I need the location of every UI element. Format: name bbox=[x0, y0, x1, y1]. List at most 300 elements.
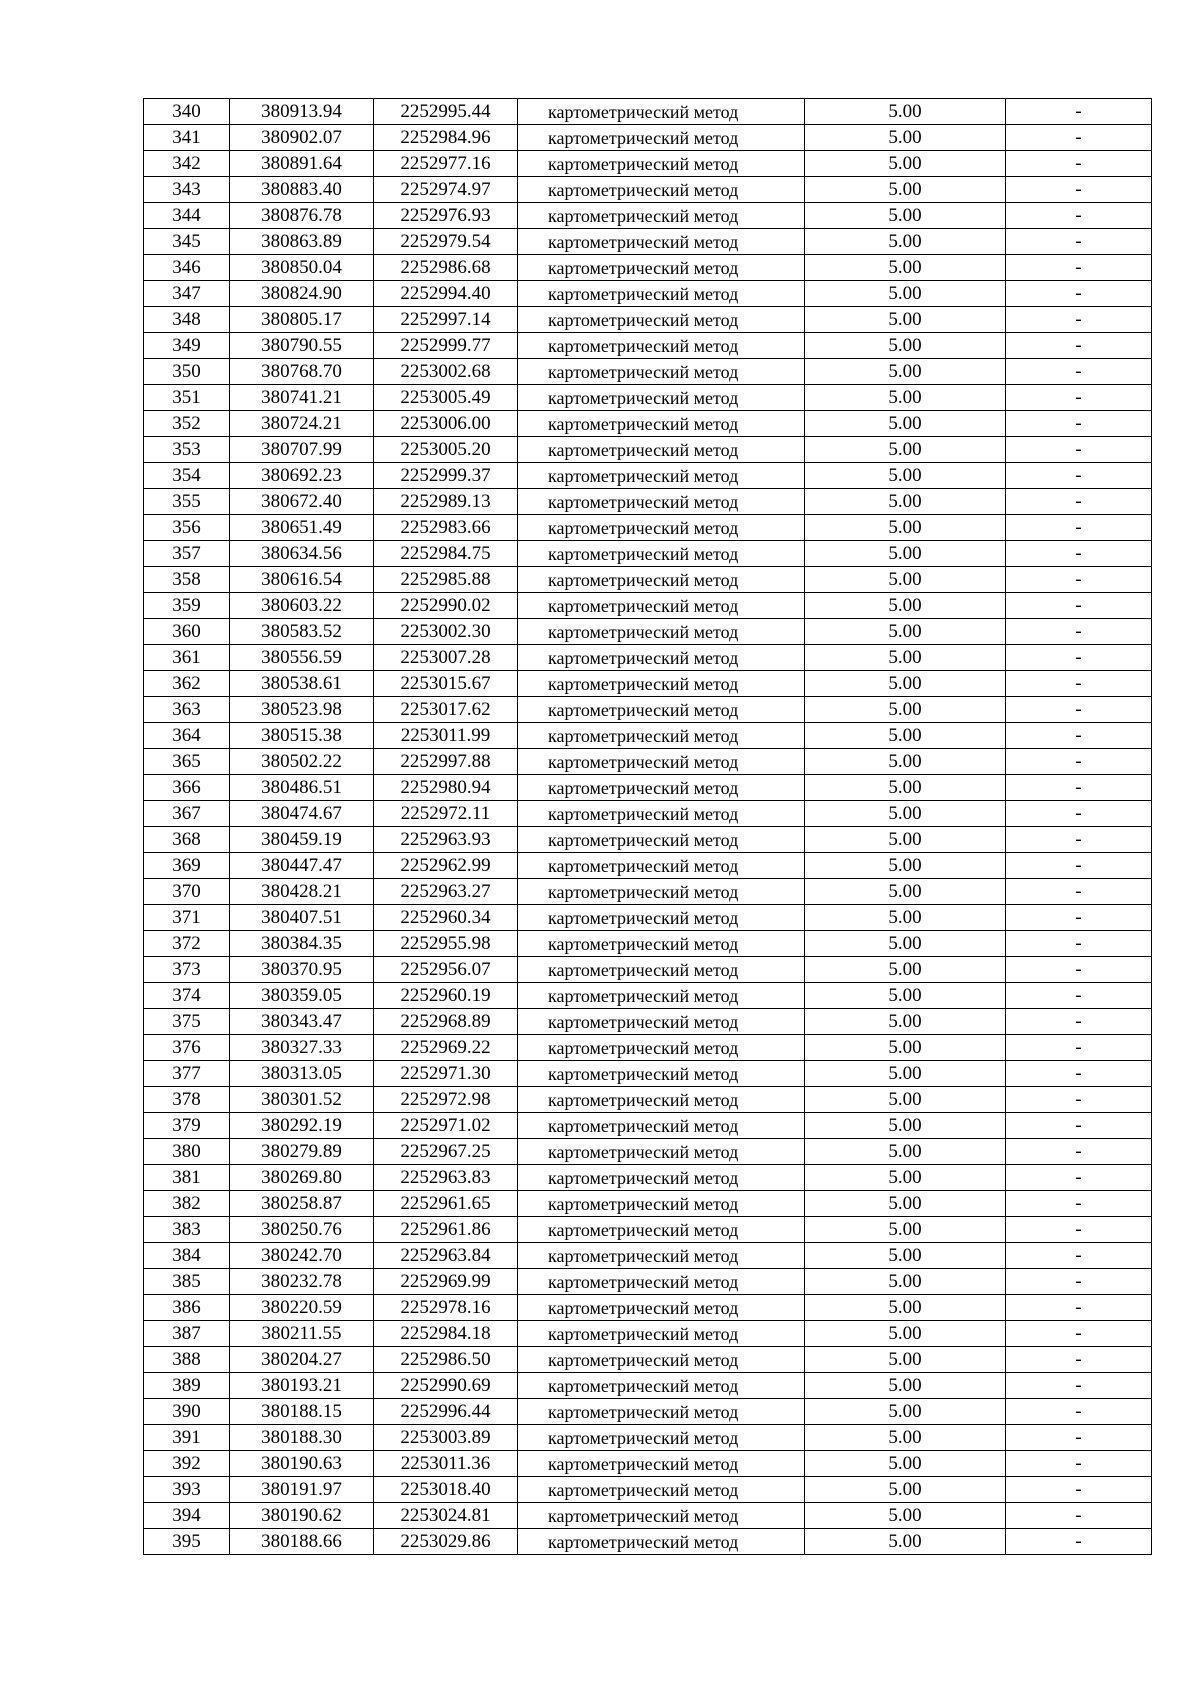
table-row bbox=[144, 983, 1152, 1009]
x-coordinate-cell: 380724.21 bbox=[230, 411, 374, 437]
point-number-cell: 342 bbox=[144, 151, 230, 177]
method-cell: картометрический метод bbox=[518, 905, 805, 931]
accuracy-cell: 5.00 bbox=[805, 255, 1006, 281]
table-row bbox=[144, 1503, 1152, 1529]
table-row bbox=[144, 489, 1152, 515]
note-cell: - bbox=[1006, 749, 1152, 775]
x-coordinate-cell: 380603.22 bbox=[230, 593, 374, 619]
accuracy-cell: 5.00 bbox=[805, 203, 1006, 229]
table-row bbox=[144, 333, 1152, 359]
accuracy-cell: 5.00 bbox=[805, 1087, 1006, 1113]
note-cell: - bbox=[1006, 1009, 1152, 1035]
note-cell: - bbox=[1006, 827, 1152, 853]
y-coordinate-cell: 2252986.68 bbox=[374, 255, 518, 281]
method-cell: картометрический метод bbox=[518, 1217, 805, 1243]
x-coordinate-cell: 380384.35 bbox=[230, 931, 374, 957]
note-cell: - bbox=[1006, 1269, 1152, 1295]
method-cell: картометрический метод bbox=[518, 307, 805, 333]
y-coordinate-cell: 2252997.14 bbox=[374, 307, 518, 333]
x-coordinate-cell: 380188.30 bbox=[230, 1425, 374, 1451]
method-cell: картометрический метод bbox=[518, 411, 805, 437]
point-number-cell: 359 bbox=[144, 593, 230, 619]
method-cell: картометрический метод bbox=[518, 1165, 805, 1191]
point-number-cell: 391 bbox=[144, 1425, 230, 1451]
method-cell: картометрический метод bbox=[518, 827, 805, 853]
method-cell: картометрический метод bbox=[518, 567, 805, 593]
y-coordinate-cell: 2252984.18 bbox=[374, 1321, 518, 1347]
y-coordinate-cell: 2252997.88 bbox=[374, 749, 518, 775]
method-cell: картометрический метод bbox=[518, 749, 805, 775]
table-row bbox=[144, 1035, 1152, 1061]
note-cell: - bbox=[1006, 1061, 1152, 1087]
note-cell: - bbox=[1006, 1139, 1152, 1165]
accuracy-cell: 5.00 bbox=[805, 151, 1006, 177]
method-cell: картометрический метод bbox=[518, 203, 805, 229]
accuracy-cell: 5.00 bbox=[805, 853, 1006, 879]
point-number-cell: 344 bbox=[144, 203, 230, 229]
point-number-cell: 357 bbox=[144, 541, 230, 567]
y-coordinate-cell: 2252969.99 bbox=[374, 1269, 518, 1295]
table-row bbox=[144, 307, 1152, 333]
accuracy-cell: 5.00 bbox=[805, 385, 1006, 411]
y-coordinate-cell: 2252999.77 bbox=[374, 333, 518, 359]
accuracy-cell: 5.00 bbox=[805, 1399, 1006, 1425]
method-cell: картометрический метод bbox=[518, 99, 805, 125]
y-coordinate-cell: 2252990.69 bbox=[374, 1373, 518, 1399]
y-coordinate-cell: 2253006.00 bbox=[374, 411, 518, 437]
accuracy-cell: 5.00 bbox=[805, 1451, 1006, 1477]
x-coordinate-cell: 380188.15 bbox=[230, 1399, 374, 1425]
method-cell: картометрический метод bbox=[518, 515, 805, 541]
method-cell: картометрический метод bbox=[518, 1477, 805, 1503]
method-cell: картометрический метод bbox=[518, 1347, 805, 1373]
note-cell: - bbox=[1006, 1191, 1152, 1217]
method-cell: картометрический метод bbox=[518, 489, 805, 515]
note-cell: - bbox=[1006, 1347, 1152, 1373]
table-row bbox=[144, 567, 1152, 593]
accuracy-cell: 5.00 bbox=[805, 1347, 1006, 1373]
point-number-cell: 383 bbox=[144, 1217, 230, 1243]
table-row bbox=[144, 905, 1152, 931]
note-cell: - bbox=[1006, 515, 1152, 541]
y-coordinate-cell: 2253011.99 bbox=[374, 723, 518, 749]
point-number-cell: 340 bbox=[144, 99, 230, 125]
y-coordinate-cell: 2252996.44 bbox=[374, 1399, 518, 1425]
y-coordinate-cell: 2252978.16 bbox=[374, 1295, 518, 1321]
point-number-cell: 361 bbox=[144, 645, 230, 671]
note-cell: - bbox=[1006, 723, 1152, 749]
accuracy-cell: 5.00 bbox=[805, 1295, 1006, 1321]
method-cell: картометрический метод bbox=[518, 437, 805, 463]
note-cell: - bbox=[1006, 307, 1152, 333]
note-cell: - bbox=[1006, 281, 1152, 307]
table-row bbox=[144, 229, 1152, 255]
accuracy-cell: 5.00 bbox=[805, 593, 1006, 619]
note-cell: - bbox=[1006, 775, 1152, 801]
coordinates-table bbox=[143, 98, 1152, 1555]
point-number-cell: 370 bbox=[144, 879, 230, 905]
point-number-cell: 380 bbox=[144, 1139, 230, 1165]
method-cell: картометрический метод bbox=[518, 723, 805, 749]
y-coordinate-cell: 2252960.34 bbox=[374, 905, 518, 931]
accuracy-cell: 5.00 bbox=[805, 177, 1006, 203]
method-cell: картометрический метод bbox=[518, 229, 805, 255]
y-coordinate-cell: 2253018.40 bbox=[374, 1477, 518, 1503]
accuracy-cell: 5.00 bbox=[805, 1191, 1006, 1217]
x-coordinate-cell: 380359.05 bbox=[230, 983, 374, 1009]
accuracy-cell: 5.00 bbox=[805, 1425, 1006, 1451]
table-row bbox=[144, 801, 1152, 827]
y-coordinate-cell: 2252983.66 bbox=[374, 515, 518, 541]
method-cell: картометрический метод bbox=[518, 983, 805, 1009]
x-coordinate-cell: 380313.05 bbox=[230, 1061, 374, 1087]
x-coordinate-cell: 380883.40 bbox=[230, 177, 374, 203]
point-number-cell: 394 bbox=[144, 1503, 230, 1529]
point-number-cell: 368 bbox=[144, 827, 230, 853]
accuracy-cell: 5.00 bbox=[805, 515, 1006, 541]
y-coordinate-cell: 2253005.20 bbox=[374, 437, 518, 463]
y-coordinate-cell: 2252974.97 bbox=[374, 177, 518, 203]
x-coordinate-cell: 380190.62 bbox=[230, 1503, 374, 1529]
accuracy-cell: 5.00 bbox=[805, 1477, 1006, 1503]
point-number-cell: 367 bbox=[144, 801, 230, 827]
method-cell: картометрический метод bbox=[518, 879, 805, 905]
table-body bbox=[144, 99, 1152, 1555]
table-row bbox=[144, 931, 1152, 957]
point-number-cell: 372 bbox=[144, 931, 230, 957]
x-coordinate-cell: 380616.54 bbox=[230, 567, 374, 593]
point-number-cell: 392 bbox=[144, 1451, 230, 1477]
table-row bbox=[144, 515, 1152, 541]
point-number-cell: 360 bbox=[144, 619, 230, 645]
note-cell: - bbox=[1006, 1217, 1152, 1243]
method-cell: картометрический метод bbox=[518, 1373, 805, 1399]
table-row bbox=[144, 957, 1152, 983]
point-number-cell: 354 bbox=[144, 463, 230, 489]
method-cell: картометрический метод bbox=[518, 1451, 805, 1477]
note-cell: - bbox=[1006, 359, 1152, 385]
x-coordinate-cell: 380250.76 bbox=[230, 1217, 374, 1243]
table-row bbox=[144, 1425, 1152, 1451]
note-cell: - bbox=[1006, 177, 1152, 203]
method-cell: картометрический метод bbox=[518, 1087, 805, 1113]
point-number-cell: 345 bbox=[144, 229, 230, 255]
table-row bbox=[144, 1243, 1152, 1269]
accuracy-cell: 5.00 bbox=[805, 1061, 1006, 1087]
table-row bbox=[144, 1139, 1152, 1165]
method-cell: картометрический метод bbox=[518, 1139, 805, 1165]
point-number-cell: 349 bbox=[144, 333, 230, 359]
point-number-cell: 390 bbox=[144, 1399, 230, 1425]
point-number-cell: 362 bbox=[144, 671, 230, 697]
method-cell: картометрический метод bbox=[518, 1529, 805, 1555]
y-coordinate-cell: 2252985.88 bbox=[374, 567, 518, 593]
table-row bbox=[144, 411, 1152, 437]
x-coordinate-cell: 380902.07 bbox=[230, 125, 374, 151]
note-cell: - bbox=[1006, 541, 1152, 567]
point-number-cell: 365 bbox=[144, 749, 230, 775]
accuracy-cell: 5.00 bbox=[805, 1373, 1006, 1399]
x-coordinate-cell: 380913.94 bbox=[230, 99, 374, 125]
table-row bbox=[144, 359, 1152, 385]
table-row bbox=[144, 827, 1152, 853]
table-row bbox=[144, 697, 1152, 723]
note-cell: - bbox=[1006, 255, 1152, 281]
x-coordinate-cell: 380863.89 bbox=[230, 229, 374, 255]
note-cell: - bbox=[1006, 983, 1152, 1009]
accuracy-cell: 5.00 bbox=[805, 1321, 1006, 1347]
note-cell: - bbox=[1006, 463, 1152, 489]
x-coordinate-cell: 380232.78 bbox=[230, 1269, 374, 1295]
x-coordinate-cell: 380428.21 bbox=[230, 879, 374, 905]
y-coordinate-cell: 2252972.98 bbox=[374, 1087, 518, 1113]
note-cell: - bbox=[1006, 1295, 1152, 1321]
y-coordinate-cell: 2253017.62 bbox=[374, 697, 518, 723]
accuracy-cell: 5.00 bbox=[805, 957, 1006, 983]
accuracy-cell: 5.00 bbox=[805, 1035, 1006, 1061]
table-row bbox=[144, 255, 1152, 281]
note-cell: - bbox=[1006, 385, 1152, 411]
point-number-cell: 373 bbox=[144, 957, 230, 983]
x-coordinate-cell: 380193.21 bbox=[230, 1373, 374, 1399]
accuracy-cell: 5.00 bbox=[805, 125, 1006, 151]
accuracy-cell: 5.00 bbox=[805, 1243, 1006, 1269]
x-coordinate-cell: 380211.55 bbox=[230, 1321, 374, 1347]
y-coordinate-cell: 2252969.22 bbox=[374, 1035, 518, 1061]
accuracy-cell: 5.00 bbox=[805, 749, 1006, 775]
table-row bbox=[144, 1061, 1152, 1087]
table-row bbox=[144, 203, 1152, 229]
table-row bbox=[144, 853, 1152, 879]
point-number-cell: 377 bbox=[144, 1061, 230, 1087]
method-cell: картометрический метод bbox=[518, 619, 805, 645]
y-coordinate-cell: 2252967.25 bbox=[374, 1139, 518, 1165]
note-cell: - bbox=[1006, 801, 1152, 827]
note-cell: - bbox=[1006, 567, 1152, 593]
table-row bbox=[144, 125, 1152, 151]
method-cell: картометрический метод bbox=[518, 1243, 805, 1269]
x-coordinate-cell: 380583.52 bbox=[230, 619, 374, 645]
note-cell: - bbox=[1006, 437, 1152, 463]
x-coordinate-cell: 380556.59 bbox=[230, 645, 374, 671]
table-row bbox=[144, 775, 1152, 801]
y-coordinate-cell: 2252956.07 bbox=[374, 957, 518, 983]
x-coordinate-cell: 380876.78 bbox=[230, 203, 374, 229]
table-row bbox=[144, 1477, 1152, 1503]
y-coordinate-cell: 2252979.54 bbox=[374, 229, 518, 255]
accuracy-cell: 5.00 bbox=[805, 541, 1006, 567]
point-number-cell: 387 bbox=[144, 1321, 230, 1347]
point-number-cell: 369 bbox=[144, 853, 230, 879]
accuracy-cell: 5.00 bbox=[805, 463, 1006, 489]
table-row bbox=[144, 1113, 1152, 1139]
accuracy-cell: 5.00 bbox=[805, 645, 1006, 671]
x-coordinate-cell: 380370.95 bbox=[230, 957, 374, 983]
table-row bbox=[144, 619, 1152, 645]
y-coordinate-cell: 2252971.02 bbox=[374, 1113, 518, 1139]
y-coordinate-cell: 2252994.40 bbox=[374, 281, 518, 307]
accuracy-cell: 5.00 bbox=[805, 775, 1006, 801]
note-cell: - bbox=[1006, 957, 1152, 983]
note-cell: - bbox=[1006, 1451, 1152, 1477]
method-cell: картометрический метод bbox=[518, 151, 805, 177]
table-row bbox=[144, 1399, 1152, 1425]
table-row bbox=[144, 593, 1152, 619]
point-number-cell: 356 bbox=[144, 515, 230, 541]
note-cell: - bbox=[1006, 411, 1152, 437]
point-number-cell: 364 bbox=[144, 723, 230, 749]
method-cell: картометрический метод bbox=[518, 1009, 805, 1035]
table-row bbox=[144, 99, 1152, 125]
accuracy-cell: 5.00 bbox=[805, 1113, 1006, 1139]
point-number-cell: 376 bbox=[144, 1035, 230, 1061]
note-cell: - bbox=[1006, 1035, 1152, 1061]
point-number-cell: 386 bbox=[144, 1295, 230, 1321]
x-coordinate-cell: 380447.47 bbox=[230, 853, 374, 879]
table-row bbox=[144, 1269, 1152, 1295]
accuracy-cell: 5.00 bbox=[805, 1165, 1006, 1191]
method-cell: картометрический метод bbox=[518, 463, 805, 489]
note-cell: - bbox=[1006, 333, 1152, 359]
accuracy-cell: 5.00 bbox=[805, 99, 1006, 125]
note-cell: - bbox=[1006, 619, 1152, 645]
accuracy-cell: 5.00 bbox=[805, 931, 1006, 957]
point-number-cell: 341 bbox=[144, 125, 230, 151]
x-coordinate-cell: 380486.51 bbox=[230, 775, 374, 801]
y-coordinate-cell: 2253024.81 bbox=[374, 1503, 518, 1529]
accuracy-cell: 5.00 bbox=[805, 723, 1006, 749]
accuracy-cell: 5.00 bbox=[805, 1503, 1006, 1529]
accuracy-cell: 5.00 bbox=[805, 567, 1006, 593]
x-coordinate-cell: 380850.04 bbox=[230, 255, 374, 281]
y-coordinate-cell: 2253003.89 bbox=[374, 1425, 518, 1451]
x-coordinate-cell: 380634.56 bbox=[230, 541, 374, 567]
accuracy-cell: 5.00 bbox=[805, 307, 1006, 333]
point-number-cell: 363 bbox=[144, 697, 230, 723]
x-coordinate-cell: 380768.70 bbox=[230, 359, 374, 385]
y-coordinate-cell: 2252961.86 bbox=[374, 1217, 518, 1243]
note-cell: - bbox=[1006, 1529, 1152, 1555]
y-coordinate-cell: 2252962.99 bbox=[374, 853, 518, 879]
table-row bbox=[144, 1165, 1152, 1191]
point-number-cell: 388 bbox=[144, 1347, 230, 1373]
x-coordinate-cell: 380515.38 bbox=[230, 723, 374, 749]
method-cell: картометрический метод bbox=[518, 177, 805, 203]
x-coordinate-cell: 380279.89 bbox=[230, 1139, 374, 1165]
x-coordinate-cell: 380292.19 bbox=[230, 1113, 374, 1139]
y-coordinate-cell: 2252977.16 bbox=[374, 151, 518, 177]
table-row bbox=[144, 671, 1152, 697]
note-cell: - bbox=[1006, 1087, 1152, 1113]
y-coordinate-cell: 2252961.65 bbox=[374, 1191, 518, 1217]
accuracy-cell: 5.00 bbox=[805, 619, 1006, 645]
x-coordinate-cell: 380538.61 bbox=[230, 671, 374, 697]
y-coordinate-cell: 2253011.36 bbox=[374, 1451, 518, 1477]
x-coordinate-cell: 380190.63 bbox=[230, 1451, 374, 1477]
point-number-cell: 381 bbox=[144, 1165, 230, 1191]
table-row bbox=[144, 1321, 1152, 1347]
y-coordinate-cell: 2252972.11 bbox=[374, 801, 518, 827]
table-row bbox=[144, 1373, 1152, 1399]
x-coordinate-cell: 380269.80 bbox=[230, 1165, 374, 1191]
method-cell: картометрический метод bbox=[518, 1295, 805, 1321]
table-row bbox=[144, 645, 1152, 671]
note-cell: - bbox=[1006, 151, 1152, 177]
y-coordinate-cell: 2252990.02 bbox=[374, 593, 518, 619]
note-cell: - bbox=[1006, 1321, 1152, 1347]
table-row bbox=[144, 1087, 1152, 1113]
point-number-cell: 347 bbox=[144, 281, 230, 307]
method-cell: картометрический метод bbox=[518, 281, 805, 307]
table-row bbox=[144, 541, 1152, 567]
y-coordinate-cell: 2253005.49 bbox=[374, 385, 518, 411]
table-row bbox=[144, 463, 1152, 489]
y-coordinate-cell: 2252986.50 bbox=[374, 1347, 518, 1373]
table-row bbox=[144, 151, 1152, 177]
accuracy-cell: 5.00 bbox=[805, 905, 1006, 931]
point-number-cell: 366 bbox=[144, 775, 230, 801]
accuracy-cell: 5.00 bbox=[805, 359, 1006, 385]
table-row bbox=[144, 1295, 1152, 1321]
method-cell: картометрический метод bbox=[518, 1113, 805, 1139]
note-cell: - bbox=[1006, 1243, 1152, 1269]
note-cell: - bbox=[1006, 671, 1152, 697]
y-coordinate-cell: 2252963.93 bbox=[374, 827, 518, 853]
accuracy-cell: 5.00 bbox=[805, 333, 1006, 359]
note-cell: - bbox=[1006, 1399, 1152, 1425]
x-coordinate-cell: 380523.98 bbox=[230, 697, 374, 723]
method-cell: картометрический метод bbox=[518, 125, 805, 151]
method-cell: картометрический метод bbox=[518, 255, 805, 281]
x-coordinate-cell: 380891.64 bbox=[230, 151, 374, 177]
accuracy-cell: 5.00 bbox=[805, 671, 1006, 697]
table-row bbox=[144, 723, 1152, 749]
accuracy-cell: 5.00 bbox=[805, 411, 1006, 437]
accuracy-cell: 5.00 bbox=[805, 229, 1006, 255]
point-number-cell: 343 bbox=[144, 177, 230, 203]
method-cell: картометрический метод bbox=[518, 1425, 805, 1451]
x-coordinate-cell: 380824.90 bbox=[230, 281, 374, 307]
accuracy-cell: 5.00 bbox=[805, 827, 1006, 853]
point-number-cell: 346 bbox=[144, 255, 230, 281]
accuracy-cell: 5.00 bbox=[805, 1269, 1006, 1295]
point-number-cell: 351 bbox=[144, 385, 230, 411]
note-cell: - bbox=[1006, 1425, 1152, 1451]
note-cell: - bbox=[1006, 1113, 1152, 1139]
method-cell: картометрический метод bbox=[518, 1321, 805, 1347]
note-cell: - bbox=[1006, 229, 1152, 255]
note-cell: - bbox=[1006, 697, 1152, 723]
point-number-cell: 353 bbox=[144, 437, 230, 463]
method-cell: картометрический метод bbox=[518, 697, 805, 723]
x-coordinate-cell: 380692.23 bbox=[230, 463, 374, 489]
accuracy-cell: 5.00 bbox=[805, 1009, 1006, 1035]
note-cell: - bbox=[1006, 489, 1152, 515]
note-cell: - bbox=[1006, 99, 1152, 125]
note-cell: - bbox=[1006, 125, 1152, 151]
point-number-cell: 348 bbox=[144, 307, 230, 333]
table-row bbox=[144, 1217, 1152, 1243]
note-cell: - bbox=[1006, 593, 1152, 619]
table-row bbox=[144, 437, 1152, 463]
note-cell: - bbox=[1006, 905, 1152, 931]
accuracy-cell: 5.00 bbox=[805, 437, 1006, 463]
x-coordinate-cell: 380188.66 bbox=[230, 1529, 374, 1555]
point-number-cell: 379 bbox=[144, 1113, 230, 1139]
table-row bbox=[144, 281, 1152, 307]
accuracy-cell: 5.00 bbox=[805, 1217, 1006, 1243]
x-coordinate-cell: 380301.52 bbox=[230, 1087, 374, 1113]
